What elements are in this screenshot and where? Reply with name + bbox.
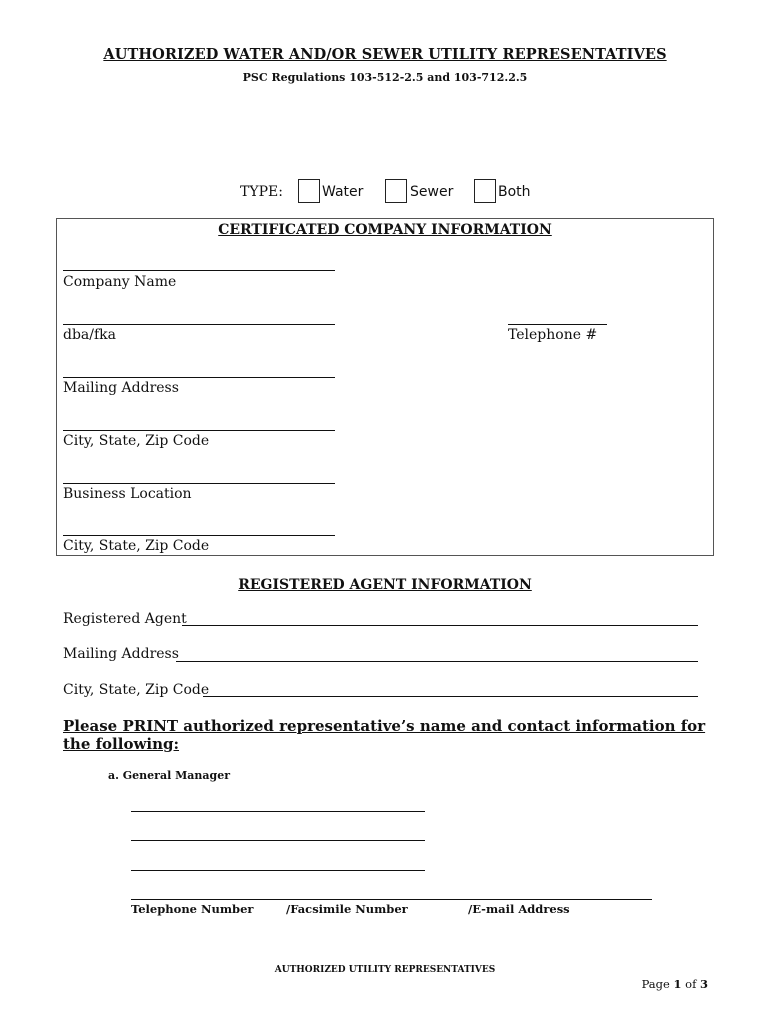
dba-line[interactable] (63, 324, 335, 325)
mailing-city-label: City, State, Zip Code (63, 433, 210, 449)
page-of: of (681, 977, 700, 991)
page-prefix: Page (641, 977, 674, 991)
company-name-label: Company Name (63, 274, 177, 290)
sewer-checkbox-label: Sewer (410, 184, 454, 200)
gm-line-3[interactable] (131, 870, 425, 871)
company-info-heading: CERTIFICATED COMPANY INFORMATION (218, 222, 552, 238)
mailing-address-label: Mailing Address (63, 380, 179, 396)
sewer-checkbox[interactable] (385, 179, 407, 203)
telephone-line[interactable] (508, 324, 607, 325)
agent-city-line[interactable] (203, 696, 698, 697)
agent-mailing-address-label: Mailing Address (63, 646, 179, 662)
page-number (642, 977, 708, 991)
telephone-label: Telephone # (508, 327, 598, 343)
business-city-label: City, State, Zip Code (63, 538, 210, 554)
business-location-label: Business Location (63, 486, 192, 502)
agent-city-label: City, State, Zip Code (63, 682, 210, 698)
print-instructions: Please PRINT authorized representative’s name and contact information for the following: (63, 717, 706, 753)
gm-email-label: /E-mail Address (468, 902, 570, 916)
gm-line-2[interactable] (131, 840, 425, 841)
agent-mailing-address-line[interactable] (176, 661, 698, 662)
business-location-line[interactable] (63, 483, 335, 484)
type-selector (0, 179, 770, 205)
gm-facsimile-label: /Facsimile Number (286, 902, 408, 916)
document-title: AUTHORIZED WATER AND/OR SEWER UTILITY REPRESENTATIVES (103, 46, 667, 63)
water-checkbox[interactable] (298, 179, 320, 203)
type-label: TYPE: (240, 184, 283, 200)
general-manager-label: a. General Manager (108, 769, 231, 782)
footer-text: AUTHORIZED UTILITY REPRESENTATIVES (274, 965, 496, 975)
page-current: 1 (673, 977, 682, 991)
registered-agent-label: Registered Agent (63, 611, 187, 627)
registered-agent-line[interactable] (182, 625, 698, 626)
company-name-line[interactable] (63, 270, 335, 271)
water-checkbox-label: Water (322, 184, 364, 200)
mailing-city-line[interactable] (63, 430, 335, 431)
gm-contact-line[interactable] (131, 899, 652, 900)
registered-agent-heading: REGISTERED AGENT INFORMATION (238, 577, 532, 593)
regulations-subtitle: PSC Regulations 103-512-2.5 and 103-712.2.5 (242, 71, 528, 84)
mailing-address-line[interactable] (63, 377, 335, 378)
both-checkbox[interactable] (474, 179, 496, 203)
gm-line-1[interactable] (131, 811, 425, 812)
page-total: 3 (699, 977, 708, 991)
dba-label: dba/fka (63, 327, 116, 343)
business-city-line[interactable] (63, 535, 335, 536)
gm-telephone-label: Telephone Number (131, 902, 254, 916)
both-checkbox-label: Both (498, 184, 531, 200)
